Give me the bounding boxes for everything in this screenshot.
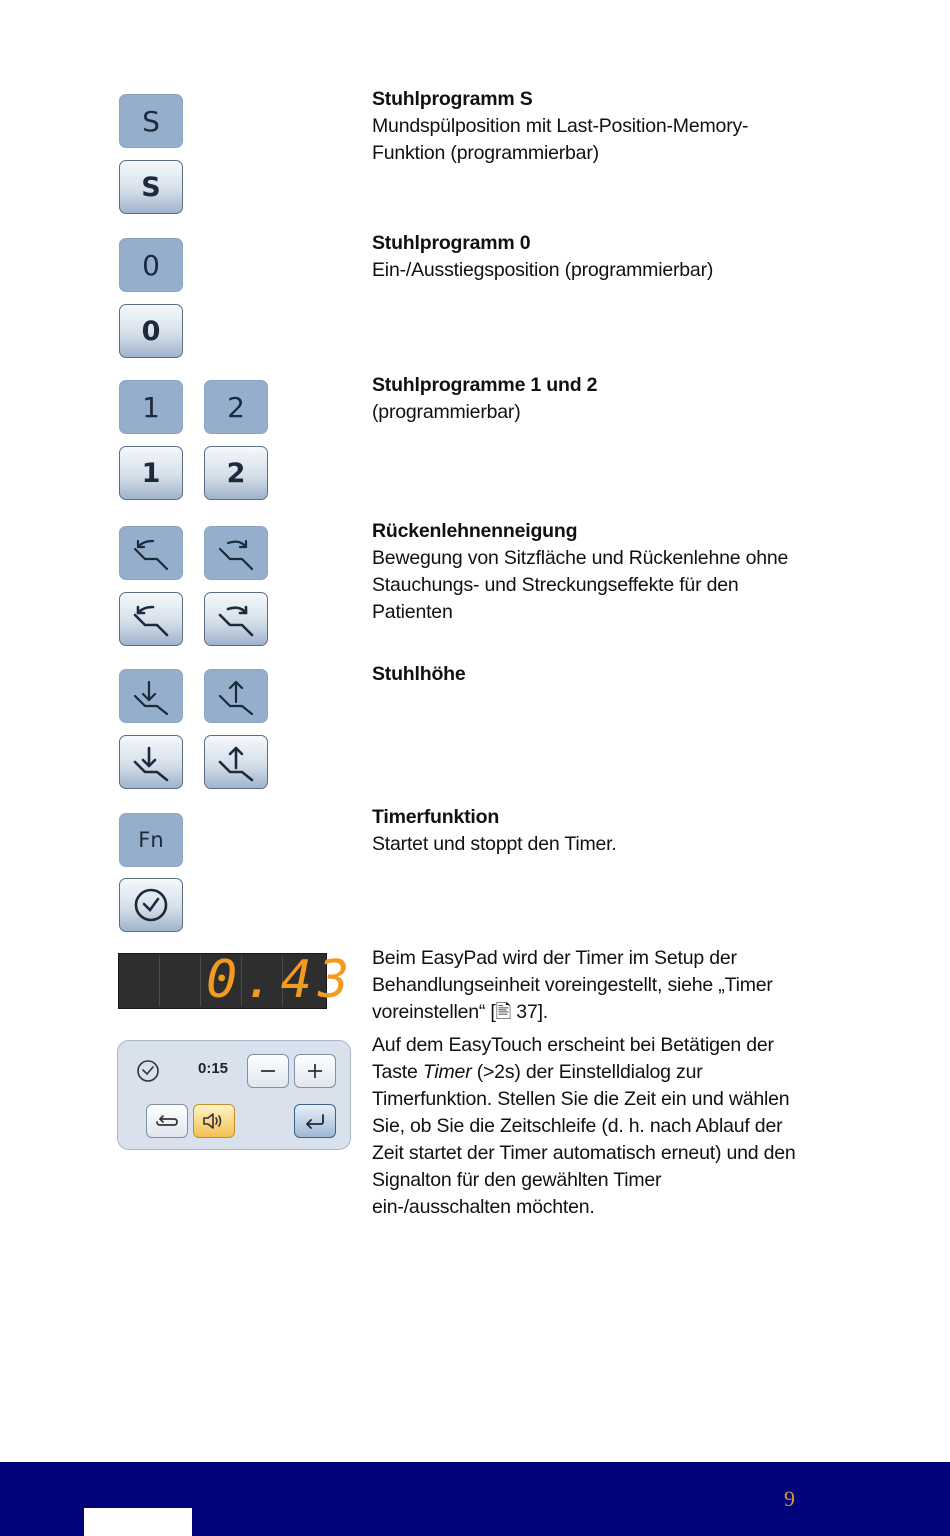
heading-timerfunktion: Timerfunktion bbox=[372, 806, 500, 828]
backrest-forward-button bbox=[204, 592, 268, 646]
key-0-button bbox=[119, 304, 183, 358]
backrest-back-button bbox=[119, 592, 183, 646]
timer-plus-button[interactable] bbox=[294, 1054, 336, 1088]
section-rueckenlehnenneigung bbox=[372, 518, 812, 626]
key-2-button bbox=[204, 446, 268, 500]
text-easytouch-part1: Auf dem EasyTouch erscheint bei Betätigen der Taste bbox=[372, 1034, 774, 1083]
clock-icon bbox=[131, 885, 171, 925]
speaker-icon bbox=[201, 1111, 227, 1131]
key-2-icon bbox=[204, 380, 268, 434]
heading-stuhlprogramm-0: Stuhlprogramm 0 bbox=[372, 232, 531, 254]
clock-icon bbox=[135, 1058, 161, 1084]
chair-down-button bbox=[119, 735, 183, 789]
timer-minus-button[interactable] bbox=[247, 1054, 289, 1088]
text-easytouch-part2: (>2s) der Einstelldialog zur Timerfunktion. Stellen Sie die Zeit ein und wählen Sie, ob Sie die Zeitschleife (d. h. nach Ablauf der Zeit startet der Timer automatisch erneut) und den Signalton für den gewählten Timer ein-/ausschalten möchten. bbox=[372, 1061, 796, 1218]
minus-icon bbox=[258, 1061, 278, 1081]
text-rueckenlehnenneigung: Bewegung von Sitzfläche und Rückenlehne ohne Stauchungs- und Streckungseffekte für den Patienten bbox=[372, 547, 789, 623]
timer-sound-button[interactable] bbox=[193, 1104, 235, 1138]
key-2-button-label: 2 bbox=[226, 457, 246, 489]
chair-down-icon bbox=[119, 669, 183, 723]
key-1-icon bbox=[119, 380, 183, 434]
fn-key-icon bbox=[119, 813, 183, 867]
timer-value: 0:15 bbox=[198, 1060, 229, 1077]
timer-loop-button[interactable] bbox=[146, 1104, 188, 1138]
section-stuhlhoehe bbox=[372, 661, 812, 688]
text-timerfunktion: Startet und stoppt den Timer. bbox=[372, 833, 617, 855]
chair-up-icon bbox=[204, 669, 268, 723]
key-0-button-label: 0 bbox=[141, 315, 161, 347]
key-1-button bbox=[119, 446, 183, 500]
page-number: 9 bbox=[784, 1486, 795, 1511]
key-s-label: S bbox=[142, 104, 160, 138]
key-s-icon bbox=[119, 94, 183, 148]
key-1-button-label: 1 bbox=[141, 457, 161, 489]
section-timerfunktion bbox=[372, 804, 812, 858]
led-value: 0.43 bbox=[206, 950, 356, 1010]
key-1-label: 1 bbox=[142, 390, 160, 424]
key-2-label: 2 bbox=[227, 390, 245, 424]
text-stuhlprogramme-1-2: (programmierbar) bbox=[372, 401, 521, 423]
key-s-button-label: S bbox=[141, 171, 161, 203]
chair-up-button bbox=[204, 735, 268, 789]
text-stuhlprogramm-s: Mundspülposition mit Last-Position-Memory-Funktion (programmierbar) bbox=[372, 115, 749, 164]
key-0-label: 0 bbox=[142, 248, 160, 282]
heading-rueckenlehnenneigung: Rückenlehnenneigung bbox=[372, 520, 578, 542]
text-stuhlprogramm-0: Ein-/Ausstiegsposition (programmierbar) bbox=[372, 259, 714, 281]
heading-stuhlhoehe: Stuhlhöhe bbox=[372, 663, 466, 685]
timer-confirm-button[interactable] bbox=[294, 1104, 336, 1138]
section-stuhlprogramm-s bbox=[372, 86, 812, 167]
footer-logo-box bbox=[84, 1508, 192, 1536]
key-s-button bbox=[119, 160, 183, 214]
loop-icon bbox=[154, 1111, 180, 1131]
timer-button bbox=[119, 878, 183, 932]
section-stuhlprogramm-0 bbox=[372, 230, 812, 284]
text-easypad: Beim EasyPad wird der Timer im Setup der Behandlungseinheit voreingestellt, siehe „Timer voreinstellen“ [🖹 37]. bbox=[372, 947, 773, 1023]
timer-key-name: Timer bbox=[422, 1061, 472, 1083]
section-easypad-easytouch bbox=[372, 945, 812, 1221]
heading-stuhlprogramme-1-2: Stuhlprogramme 1 und 2 bbox=[372, 374, 598, 396]
section-stuhlprogramme-1-2 bbox=[372, 372, 812, 426]
text-easytouch bbox=[372, 1032, 804, 1221]
heading-stuhlprogramm-s: Stuhlprogramm S bbox=[372, 88, 533, 110]
key-0-icon bbox=[119, 238, 183, 292]
backrest-forward-icon bbox=[204, 526, 268, 580]
return-icon bbox=[302, 1111, 328, 1131]
plus-icon bbox=[305, 1061, 325, 1081]
backrest-back-icon bbox=[119, 526, 183, 580]
fn-key-label: Fn bbox=[138, 828, 164, 852]
